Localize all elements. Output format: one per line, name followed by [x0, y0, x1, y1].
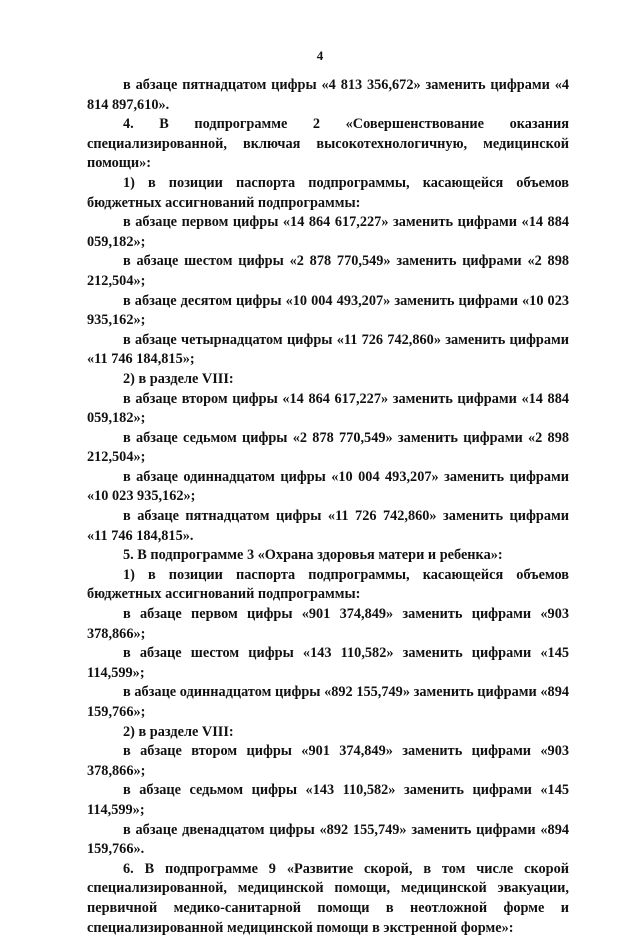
paragraph-14: 1) в позиции паспорта подпрограммы, касающейся объемов бюджетных ассигнований подпрограммы:	[87, 566, 569, 603]
paragraph-18: 2) в разделе VIII:	[123, 723, 234, 740]
paragraph-6: в абзаце десятом цифры «10 004 493,207» заменить цифрами «10 023 935,162»;	[87, 292, 569, 329]
paragraph-17: в абзаце одиннадцатом цифры «892 155,749» заменить цифрами «894 159,766»;	[87, 684, 569, 720]
paragraph-12: в абзаце пятнадцатом цифры «11 726 742,860» заменить цифрами «11 746 184,815».	[87, 508, 569, 544]
paragraph-2: 4. В подпрограмме 2 «Совершенствование оказания специализированной, включая высокотехнологичную, медицинской помощи»:	[87, 116, 569, 172]
paragraph-19: в абзаце втором цифры «901 374,849» заменить цифрами «903 378,866»;	[87, 743, 569, 779]
paragraph-22: 6. В подпрограмме 9 «Развитие скорой, в том числе скорой специализированной, медицинской помощи, медицинской эвакуации, первичной медико-санитарной помощи в неотложной форме и специализированной медицинской помощи в экстренной форме»:	[87, 860, 569, 936]
paragraph-1: в абзаце пятнадцатом цифры «4 813 356,672» заменить цифрами «4 814 897,610».	[87, 77, 569, 113]
paragraph-9: в абзаце втором цифры «14 864 617,227» заменить цифрами «14 884 059,182»;	[87, 390, 569, 427]
document-body	[87, 76, 569, 938]
paragraph-15: в абзаце первом цифры «901 374,849» заменить цифрами «903 378,866»;	[87, 606, 569, 642]
paragraph-11: в абзаце одиннадцатом цифры «10 004 493,207» заменить цифрами «10 023 935,162»;	[87, 468, 569, 505]
paragraph-5: в абзаце шестом цифры «2 878 770,549» заменить цифрами «2 898 212,504»;	[87, 253, 569, 289]
paragraph-10: в абзаце седьмом цифры «2 878 770,549» заменить цифрами «2 898 212,504»;	[87, 429, 569, 466]
paragraph-8: 2) в разделе VIII:	[123, 370, 234, 387]
paragraph-16: в абзаце шестом цифры «143 110,582» заменить цифрами «145 114,599»;	[87, 645, 569, 681]
paragraph-13: 5. В подпрограмме 3 «Охрана здоровья матери и ребенка»:	[123, 547, 503, 564]
paragraph-7: в абзаце четырнадцатом цифры «11 726 742,860» заменить цифрами «11 746 184,815»;	[87, 331, 569, 368]
paragraph-3: 1) в позиции паспорта подпрограммы, касающейся объемов бюджетных ассигнований подпрограммы:	[87, 174, 569, 211]
paragraph-21: в абзаце двенадцатом цифры «892 155,749» заменить цифрами «894 159,766».	[87, 821, 569, 858]
paragraph-20: в абзаце седьмом цифры «143 110,582» заменить цифрами «145 114,599»;	[87, 782, 569, 818]
page-number: 4	[316, 48, 324, 63]
paragraph-4: в абзаце первом цифры «14 864 617,227» заменить цифрами «14 884 059,182»;	[87, 214, 569, 250]
